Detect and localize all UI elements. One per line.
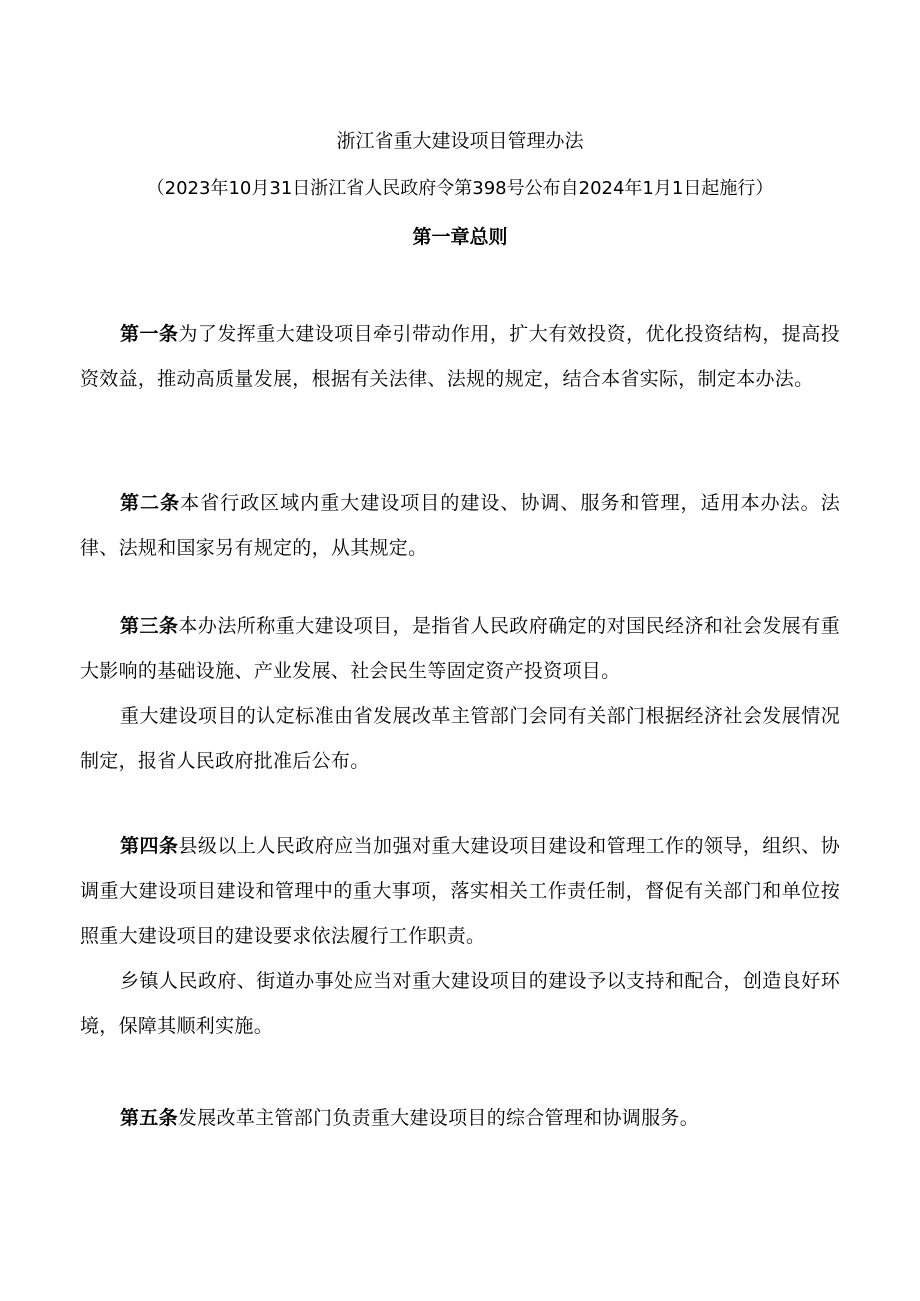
article-text: 本省行政区域内重大建设项目的建设、协调、服务和管理，适用本办法。法律、法规和国家另有规定的，从其规定。	[80, 492, 840, 559]
chapter-heading: 第一章总则	[412, 226, 508, 248]
article-paragraph	[80, 694, 840, 784]
document-subtitle: （2023年10月31日浙江省人民政府令第398号公布自2024年1月1日起施行）	[146, 178, 774, 199]
article-paragraph	[80, 1096, 840, 1141]
article-paragraph	[80, 824, 840, 959]
article-paragraph	[80, 959, 840, 1049]
article-5	[80, 1096, 840, 1141]
article-paragraph	[80, 312, 840, 402]
article-heading: 第二条	[120, 492, 181, 514]
article-text: 本办法所称重大建设项目，是指省人民政府确定的对国民经济和社会发展有重大影响的基础设施、产业发展、社会民生等固定资产投资项目。	[80, 615, 841, 682]
article-heading: 第五条	[120, 1107, 178, 1129]
article-heading: 第一条	[120, 323, 179, 345]
article-4	[80, 824, 840, 1049]
article-text: 为了发挥重大建设项目牵引带动作用，扩大有效投资，优化投资结构，提高投资效益，推动高质量发展，根据有关法律、法规的规定，结合本省实际，制定本办法。	[80, 323, 841, 390]
article-3	[80, 604, 840, 784]
article-paragraph	[80, 604, 840, 694]
article-text: 县级以上人民政府应当加强对重大建设项目建设和管理工作的领导，组织、协调重大建设项目建设和管理中的重大事项，落实相关工作责任制，督促有关部门和单位按照重大建设项目的建设要求依法履行工作职责。	[80, 835, 841, 947]
article-text: 重大建设项目的认定标准由省发展改革主管部门会同有关部门根据经济社会发展情况制定，报省人民政府批准后公布。	[80, 705, 840, 772]
article-heading: 第四条	[120, 835, 179, 857]
article-text: 发展改革主管部门负责重大建设项目的综合管理和协调服务。	[177, 1107, 700, 1129]
article-2	[80, 481, 840, 571]
article-1	[80, 312, 840, 402]
article-text: 乡镇人民政府、街道办事处应当对重大建设项目的建设予以支持和配合，创造良好环境，保障其顺利实施。	[80, 970, 840, 1037]
article-paragraph	[80, 481, 840, 571]
document-title: 浙江省重大建设项目管理办法	[336, 130, 584, 152]
article-heading: 第三条	[120, 615, 179, 637]
